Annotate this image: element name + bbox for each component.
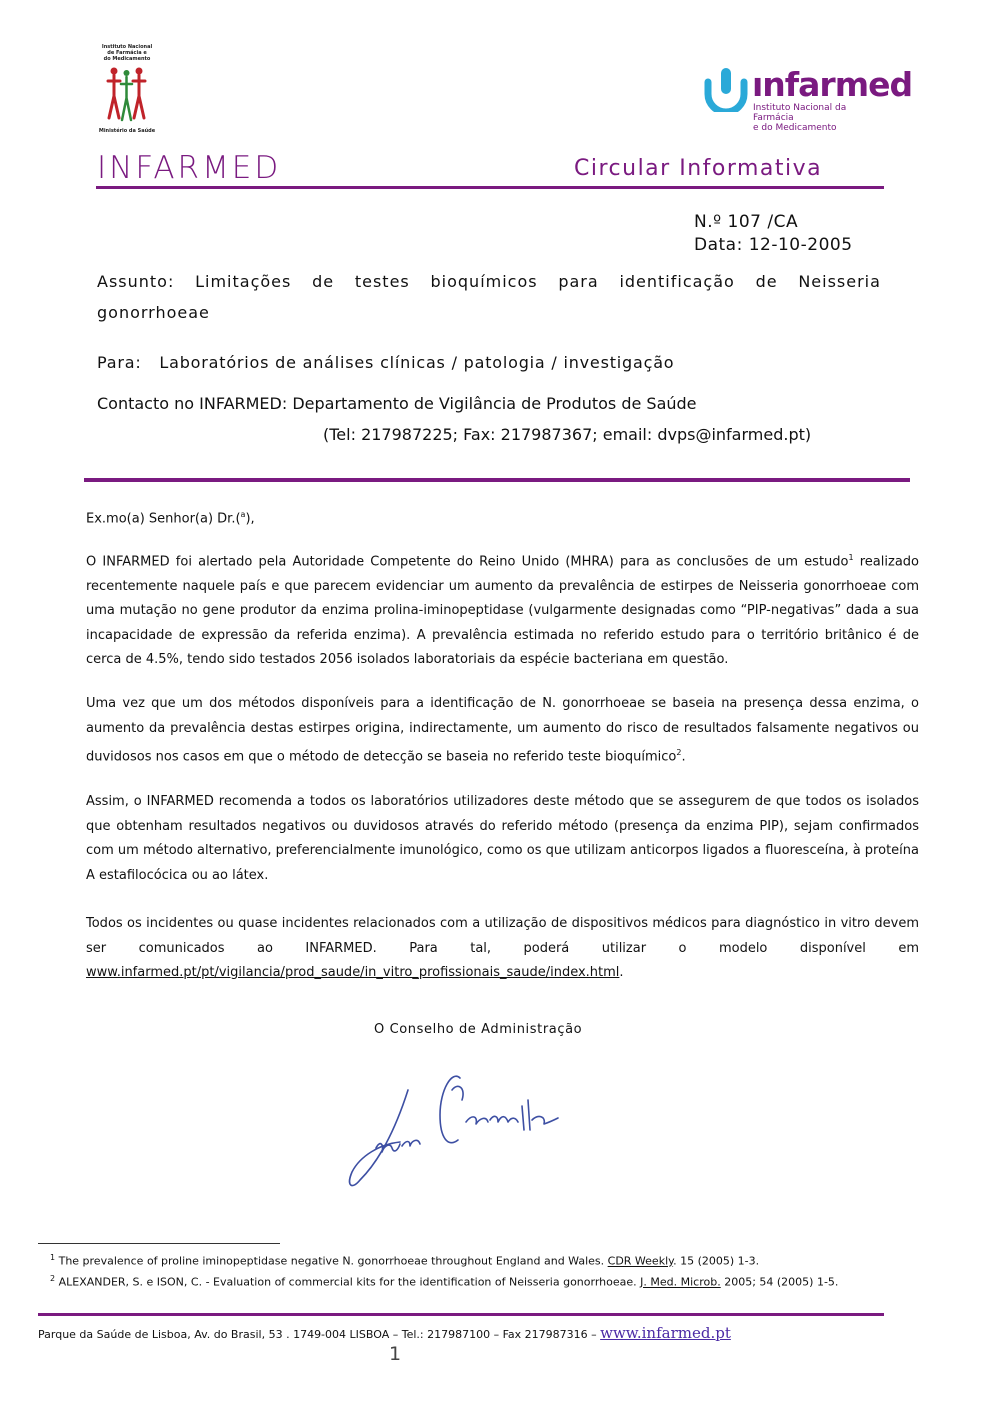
reporting-link[interactable]: www.infarmed.pt/pt/vigilancia/prod_saude/in_vitro_profissionais_saude/index.html <box>86 965 620 980</box>
subject-word: de <box>755 272 778 291</box>
section-divider <box>84 478 910 482</box>
ministry-logo-line: de Farmácia e <box>107 50 147 56</box>
footnote-citation: J. Med. Microb. <box>640 1275 721 1289</box>
contact-line: Contacto no INFARMED: Departamento de Vigilância de Produtos de Saúde <box>97 394 697 413</box>
brand-subtitle-line: Instituto Nacional da Farmácia <box>753 103 847 123</box>
footer-address-text: Parque da Saúde de Lisboa, Av. do Brasil, 53 . 1749-004 LISBOA – Tel.: 217987100 – Fax 217987316 – <box>38 1328 601 1341</box>
paragraph-text: realizado recentemente naquele país e que parecem evidenciar um aumento da prevalência de estirpes de Neisseria gonorrhoeae com uma mutação no gene produtor da enzima prolina-iminopeptidase (vulgarmente designadas como “PIP-negativas” dada a sua incapacidade de expressão da referida enzima). A prevalência estimada no referido estudo para o território britânico é de cerca de 4.5%, tendo sido testados 2056 isolados laboratoriais da espécie bacteriana em questão. <box>86 554 919 668</box>
paragraph-text: Todos os incidentes ou quase incidentes relacionados com a utilização de dispositivos médicos para diagnóstico in vitro devem ser comunicados ao INFARMED. Para tal, poderá utilizar o modelo disponível em <box>86 916 919 956</box>
paragraph-text: . <box>619 965 624 980</box>
salutation <box>86 510 255 526</box>
footer-address <box>38 1324 731 1342</box>
subject-word: de <box>312 272 335 291</box>
salutation-text: Ex.mo(a) Senhor(a) Dr.( <box>86 511 241 527</box>
infarmed-drop-icon <box>704 68 748 112</box>
footnote-ref-2[interactable]: 2 <box>676 748 682 757</box>
ministry-logo-footer: Ministério da Saúde <box>98 128 156 134</box>
paragraph-text: Uma vez que um dos métodos disponíveis para a identificação de N. gonorrhoeae se baseia na presença dessa enzima, o aumento da prevalência destas estirpes origina, indirectamente, um aumento do risco de resultados falsamente negativos ou duvidosos nos casos em que o método de detecção se baseia no referido teste bioquímico <box>86 696 919 765</box>
page-title: INFARMED <box>97 150 282 186</box>
document-type: Circular Informativa <box>574 156 823 181</box>
brand-subtitle <box>753 103 884 133</box>
figures-emblem-icon <box>102 66 152 122</box>
footnote-text: . 15 (2005) 1-3. <box>673 1254 760 1268</box>
subject-line <box>97 272 881 291</box>
page-number: 1 <box>389 1343 402 1365</box>
signature-image <box>340 1060 570 1200</box>
footnote-citation: CDR Weekly <box>607 1254 674 1268</box>
footnote-text: 2005; 54 (2005) 1-5. <box>720 1275 839 1289</box>
subject-word: Limitações <box>195 272 292 291</box>
paragraph-method-risk <box>86 692 919 770</box>
footnote-ref-1[interactable]: 1 <box>848 553 854 562</box>
brand-subtitle-line: e do Medicamento <box>753 123 837 133</box>
circular-date: Data: 12-10-2005 <box>694 235 853 255</box>
recipients-line <box>97 353 674 372</box>
signoff: O Conselho de Administração <box>374 1022 583 1037</box>
footnote-2 <box>50 1274 838 1289</box>
recipients-value: Laboratórios de análises clínicas / patologia / investigação <box>159 353 675 372</box>
header-divider <box>96 186 884 189</box>
paragraph-recommendation: Assim, o INFARMED recomenda a todos os laboratórios utilizadores deste método que se assegurem de que todos os isolados que obtenham resultados negativos ou duvidosos através do referido método (presença da enzima PIP), sejam confirmados com um método alternativo, preferencialmente imunológico, como os que utilizam anticorpos ligados a fluoresceína, à proteína A estafilocócica ou ao látex. <box>86 794 919 883</box>
recipients-label: Para: <box>97 353 142 372</box>
subject-word: identificação <box>619 272 735 291</box>
footer-website-link[interactable]: www.infarmed.pt <box>600 1324 731 1342</box>
paragraph-text: O INFARMED foi alertado pela Autoridade Competente do Reino Unido (MHRA) para as conclusões de um estudo <box>86 554 849 570</box>
subject-continuation: gonorrhoeae <box>97 303 210 322</box>
paragraph-incident-reporting <box>86 912 919 986</box>
brand-wordmark: ınfarmed <box>752 65 913 104</box>
subject-word: bioquímicos <box>430 272 538 291</box>
ministry-logo-line: do Medicamento <box>103 56 151 62</box>
subject-word: testes <box>354 272 410 291</box>
footnote-text: ALEXANDER, S. e ISON, C. - Evaluation of commercial kits for the identification of Neisseria gonorrhoeae. <box>58 1275 641 1289</box>
subject-label: Assunto: <box>97 272 175 291</box>
salutation-text-end: ), <box>245 511 255 527</box>
footnote-1 <box>50 1253 759 1268</box>
footnote-number: 1 <box>50 1253 56 1262</box>
footnote-number: 2 <box>50 1274 56 1283</box>
circular-number: N.º 107 /CA <box>694 212 799 232</box>
infarmed-logo <box>704 65 913 133</box>
subject-word: para <box>558 272 599 291</box>
contact-details: (Tel: 217987225; Fax: 217987367; email: dvps@infarmed.pt) <box>323 425 812 444</box>
footnote-text: The prevalence of proline iminopeptidase negative N. gonorrhoeae throughout England and Wales. <box>58 1254 608 1268</box>
footnote-separator <box>38 1243 280 1244</box>
subject-word: Neisseria <box>798 272 881 291</box>
ministry-logo <box>96 44 158 136</box>
salutation-superscript: a <box>240 510 246 519</box>
paragraph-study-alert <box>86 546 919 673</box>
paragraph-text: . <box>681 749 686 765</box>
ministry-logo-line: Instituto Nacional <box>101 44 153 50</box>
footer-divider <box>38 1313 884 1316</box>
